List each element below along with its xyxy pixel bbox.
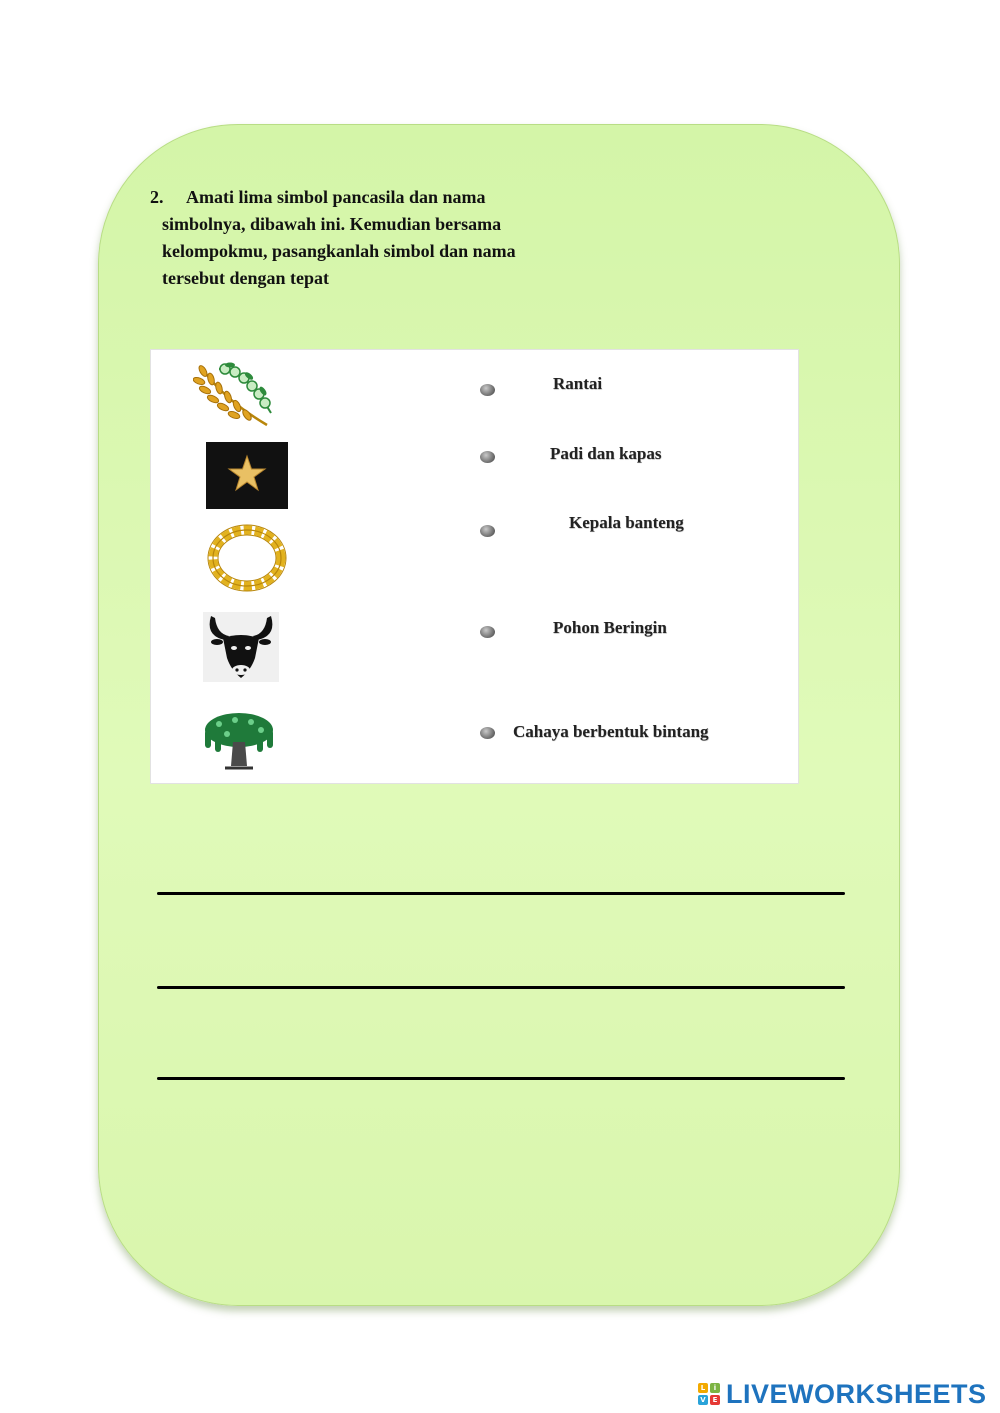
- question-body: simbolnya, dibawah ini. Kemudian bersama kelompokmu, pasangkanlah simbol dan nama tersebut dengan tepat: [162, 214, 516, 288]
- match-dot-5[interactable]: [480, 727, 495, 739]
- kepala-banteng-icon[interactable]: [203, 612, 279, 682]
- padi-kapas-icon[interactable]: [193, 359, 275, 431]
- logo-mark-icon: L i V E: [698, 1383, 720, 1405]
- match-dot-2[interactable]: [480, 451, 495, 463]
- name-label-2[interactable]: Padi dan kapas: [550, 444, 662, 463]
- match-dot-4[interactable]: [480, 626, 495, 638]
- answer-line-3[interactable]: [157, 1077, 845, 1080]
- bintang-icon[interactable]: [206, 442, 288, 509]
- answer-line-2[interactable]: [157, 986, 845, 989]
- name-label-3[interactable]: Kepala banteng: [569, 513, 684, 532]
- name-label-1[interactable]: Rantai: [553, 374, 603, 393]
- question-number: 2.: [150, 187, 164, 207]
- match-dot-1[interactable]: [480, 384, 495, 396]
- question-line-1: Amati lima simbol pancasila dan nama: [186, 187, 486, 207]
- liveworksheets-logo: [698, 1378, 987, 1410]
- pohon-beringin-icon[interactable]: [201, 712, 277, 772]
- brand-name: LIVEWORKSHEETS: [726, 1378, 987, 1409]
- question-text: [150, 184, 580, 292]
- name-label-5[interactable]: Cahaya berbentuk bintang: [513, 722, 709, 741]
- matching-panel: [150, 349, 799, 784]
- match-dot-3[interactable]: [480, 525, 495, 537]
- rantai-icon[interactable]: [205, 522, 289, 594]
- name-label-4[interactable]: Pohon Beringin: [553, 618, 667, 637]
- answer-line-1[interactable]: [157, 892, 845, 895]
